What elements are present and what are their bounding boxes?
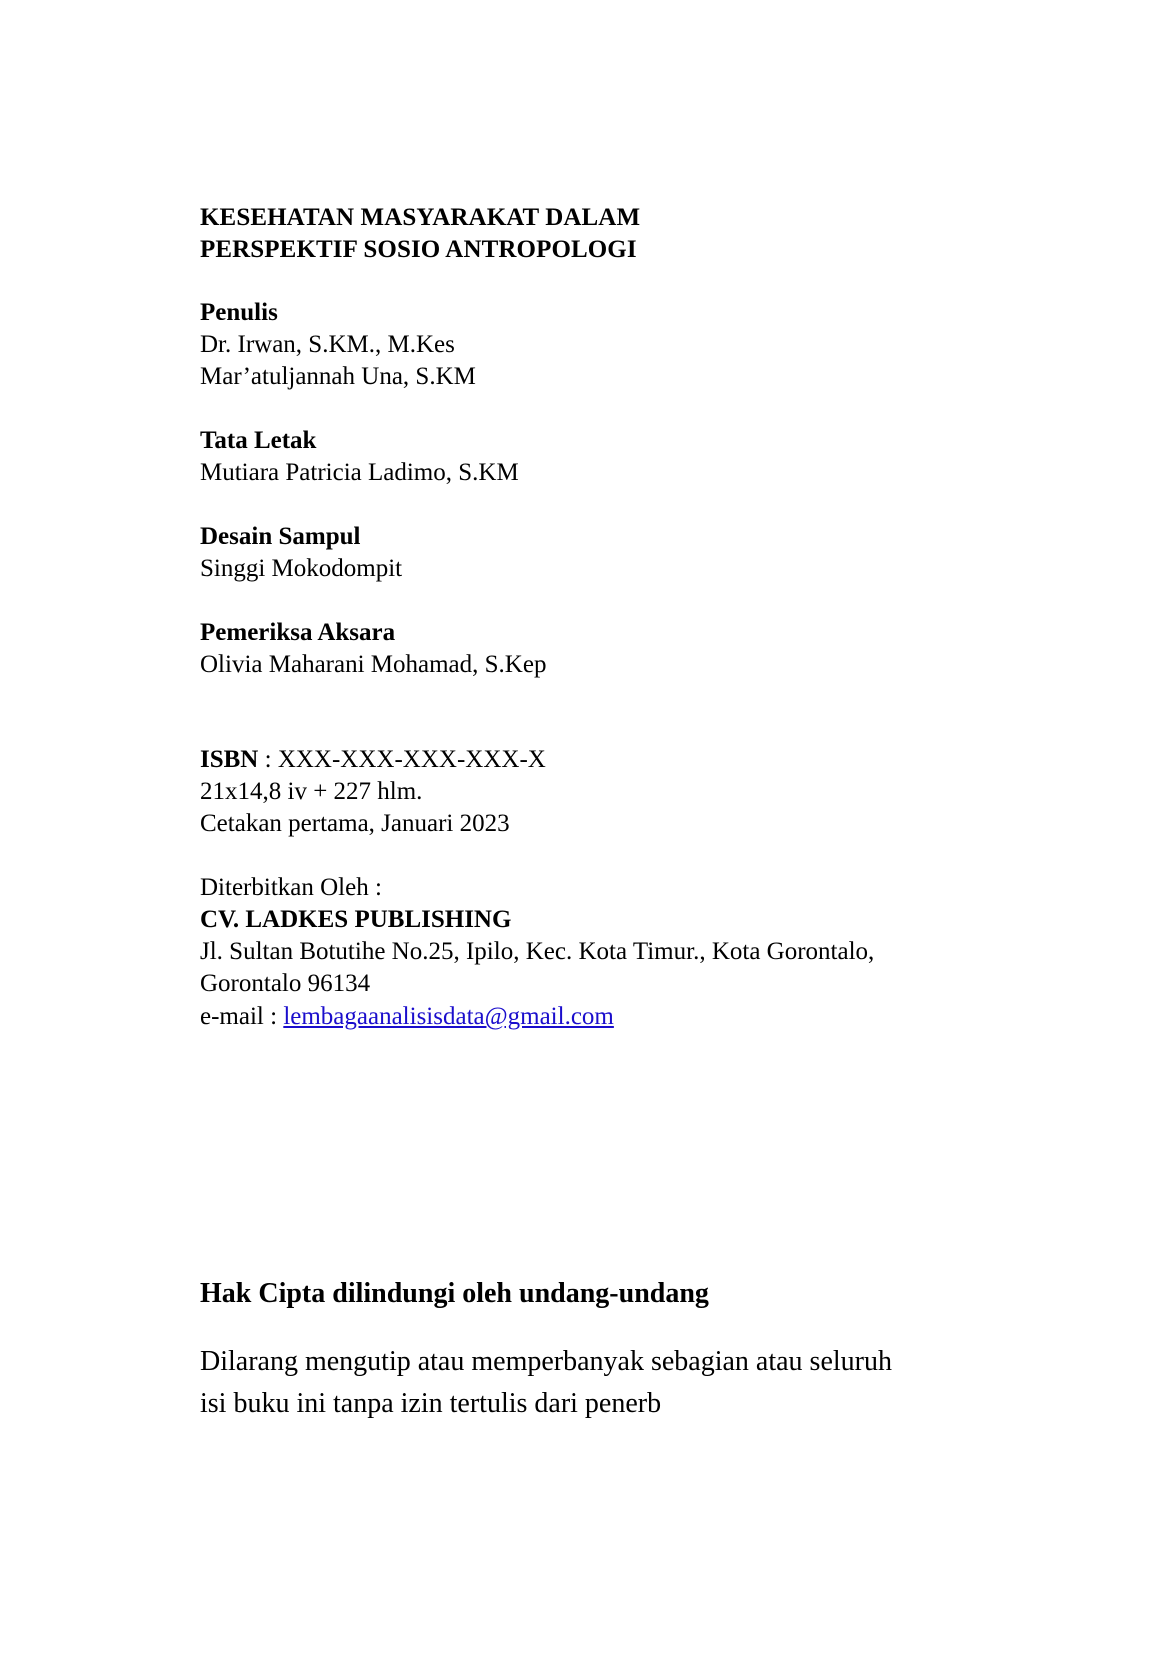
tata-letak-label: Tata Letak [200, 427, 317, 454]
copyright-heading: Hak Cipta dilindungi oleh undang-undang [200, 1278, 709, 1309]
book-edition: Cetakan pertama, Januari 2023 [200, 810, 510, 837]
copyright-notice-line-2: isi buku ini tanpa izin tertulis dari penerb [200, 1388, 662, 1419]
pemeriksa-aksara-label: Pemeriksa Aksara [200, 619, 396, 646]
tata-letak-name: Mutiara Patricia Ladimo, S.KM [200, 459, 519, 486]
pemeriksa-aksara-name: Olivia Maharani Mohamad, S.Kep [200, 651, 547, 678]
desain-sampul-name: Singgi Mokodompit [200, 555, 403, 582]
penulis-name-1: Dr. Irwan, S.KM., M.Kes [200, 331, 455, 358]
book-size: 21x14,8 iv + 227 hlm. [200, 778, 423, 805]
email-label: e-mail : [200, 1003, 284, 1030]
isbn-line [200, 744, 546, 776]
publisher-address-line-2: Gorontalo 96134 [200, 970, 371, 997]
book-title-line-1: KESEHATAN MASYARAKAT DALAM [200, 204, 641, 231]
isbn-value: : XXX-XXX-XXX-XXX-X [258, 746, 546, 773]
desain-sampul-label: Desain Sampul [200, 523, 361, 550]
email-link[interactable]: lembagaanalisisdata@gmail.com [283, 1003, 614, 1030]
penulis-name-2: Mar’atuljannah Una, S.KM [200, 363, 476, 390]
publisher-address-line-1: Jl. Sultan Botutihe No.25, Ipilo, Kec. Kota Timur., Kota Gorontalo, [200, 938, 875, 965]
isbn-label: ISBN [200, 746, 259, 773]
publisher-name: CV. LADKES PUBLISHING [200, 906, 512, 933]
book-title-line-2: PERSPEKTIF SOSIO ANTROPOLOGI [200, 236, 637, 263]
copyright-notice-line-1: Dilarang mengutip atau memperbanyak sebagian atau seluruh [200, 1346, 892, 1377]
published-by-label: Diterbitkan Oleh : [200, 874, 382, 901]
publisher-email-line [200, 1001, 614, 1033]
penulis-label: Penulis [200, 299, 278, 326]
